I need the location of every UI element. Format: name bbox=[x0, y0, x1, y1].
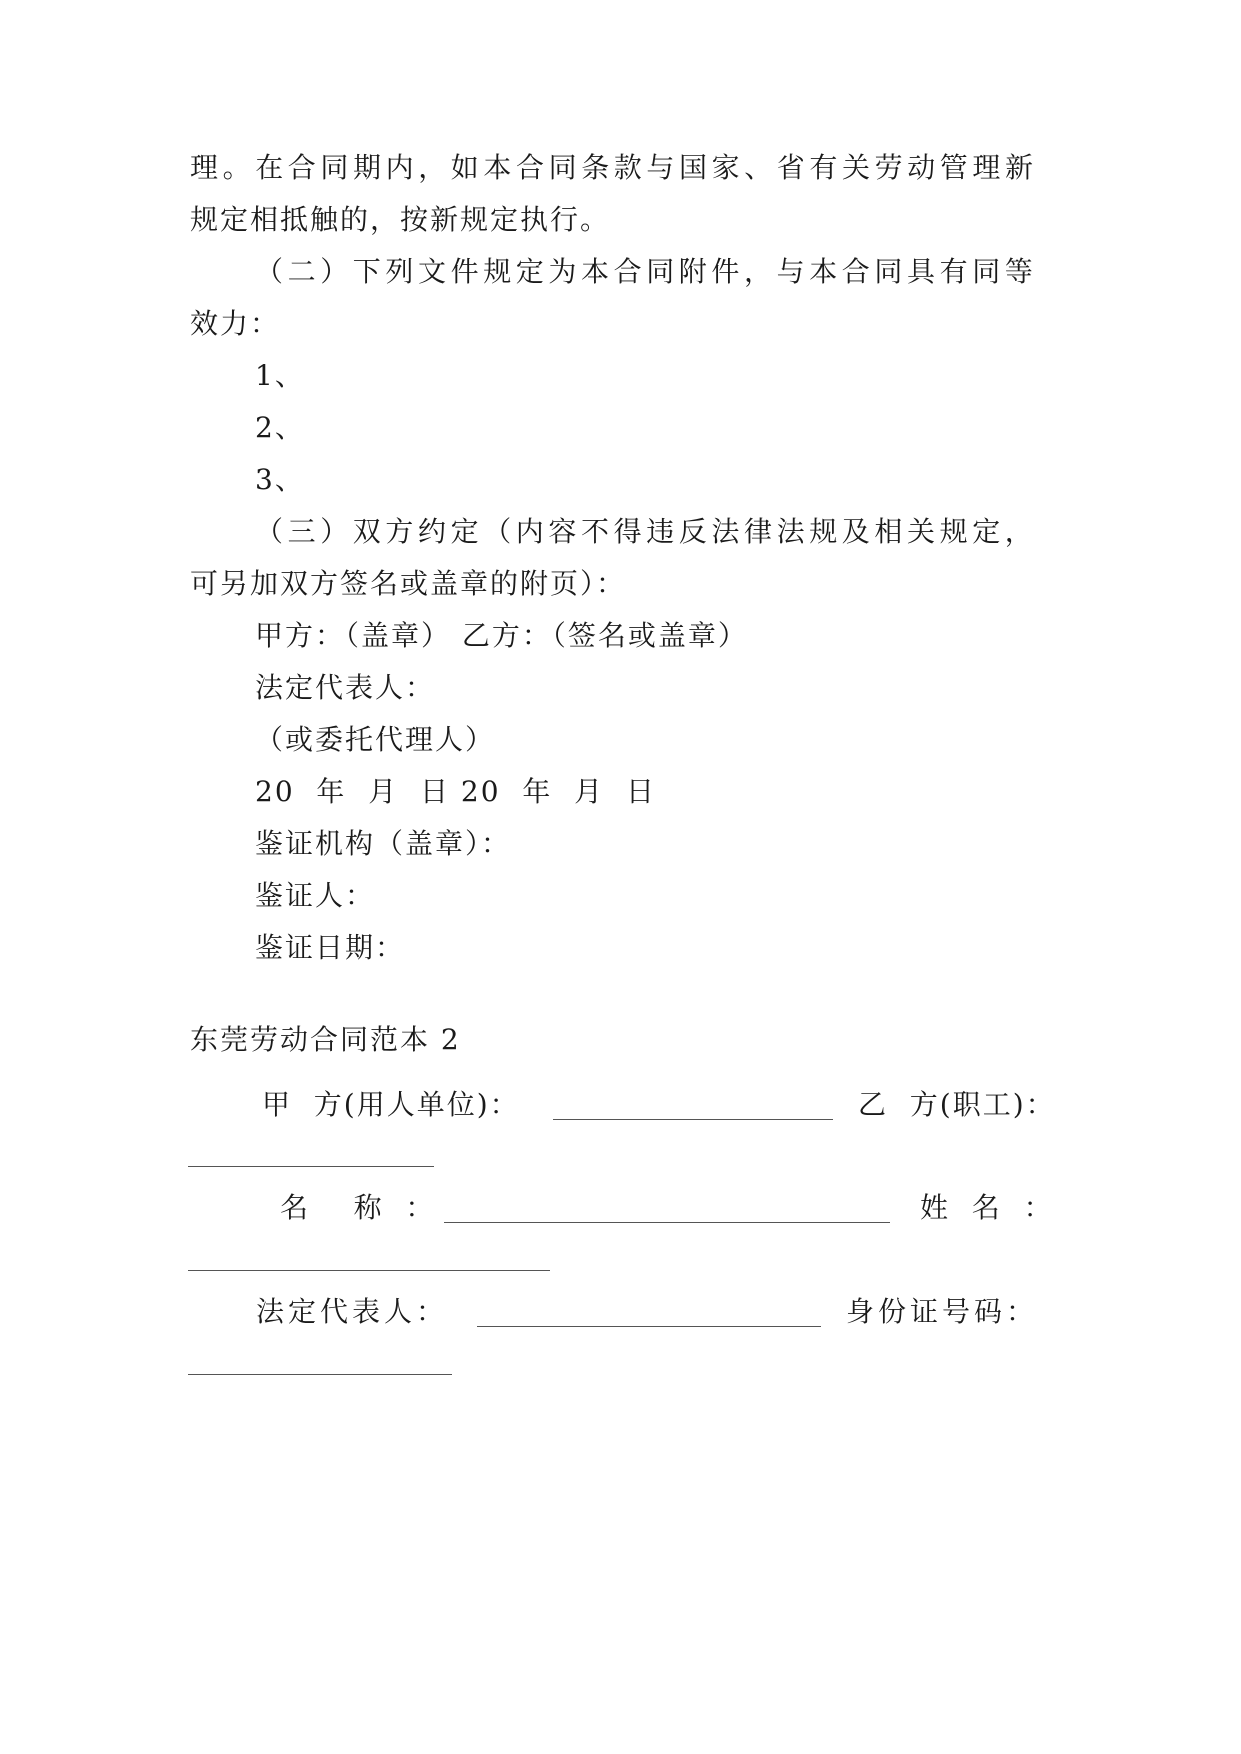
party-b-label: 乙 方(职工)： bbox=[858, 1088, 1056, 1121]
list-item: 3、 bbox=[255, 463, 305, 496]
id-number-input-line[interactable] bbox=[188, 1374, 452, 1375]
signature-dates: 20 年 月 日 20 年 月 日 bbox=[255, 775, 656, 808]
contract-title: 东莞劳动合同范本 2 bbox=[190, 1023, 461, 1056]
party-b-input-line[interactable] bbox=[188, 1166, 434, 1167]
id-number-label: 身份证号码： bbox=[846, 1295, 1039, 1328]
person-name-input-line[interactable] bbox=[188, 1270, 550, 1271]
paragraph-line: （二）下列文件规定为本合同附件，与本合同具有同等 bbox=[255, 255, 1038, 288]
agent-label: （或委托代理人） bbox=[255, 723, 496, 756]
legal-rep-input-line[interactable] bbox=[477, 1304, 821, 1327]
paragraph-line: 效力： bbox=[190, 307, 281, 340]
verify-date-label: 鉴证日期： bbox=[255, 931, 406, 964]
legal-representative-label: 法定代表人： bbox=[255, 671, 436, 704]
paragraph-line: 理。在合同期内，如本合同条款与国家、省有关劳动管理新 bbox=[190, 151, 1038, 184]
legal-rep-label: 法定代表人： bbox=[256, 1295, 449, 1328]
paragraph-line: 可另加双方签名或盖章的附页）： bbox=[190, 567, 627, 600]
paragraph-line: 规定相抵触的，按新规定执行。 bbox=[190, 203, 611, 236]
list-item: 1、 bbox=[255, 359, 305, 392]
verifier-label: 鉴证人： bbox=[255, 879, 376, 912]
name-input-line[interactable] bbox=[444, 1200, 890, 1223]
party-a-input-line[interactable] bbox=[553, 1097, 833, 1120]
authority-label: 鉴证机构（盖章）： bbox=[255, 827, 512, 860]
party-a-label: 甲 方(用人单位)： bbox=[262, 1088, 520, 1121]
name-label: 名 称 ： bbox=[280, 1191, 436, 1224]
list-item: 2、 bbox=[255, 411, 305, 444]
paragraph-line: （三）双方约定（内容不得违反法律法规及相关规定， bbox=[255, 515, 1038, 548]
signature-parties: 甲方：（盖章） 乙方：（签名或盖章） bbox=[255, 619, 748, 652]
person-name-label: 姓 名 ： bbox=[920, 1191, 1054, 1224]
